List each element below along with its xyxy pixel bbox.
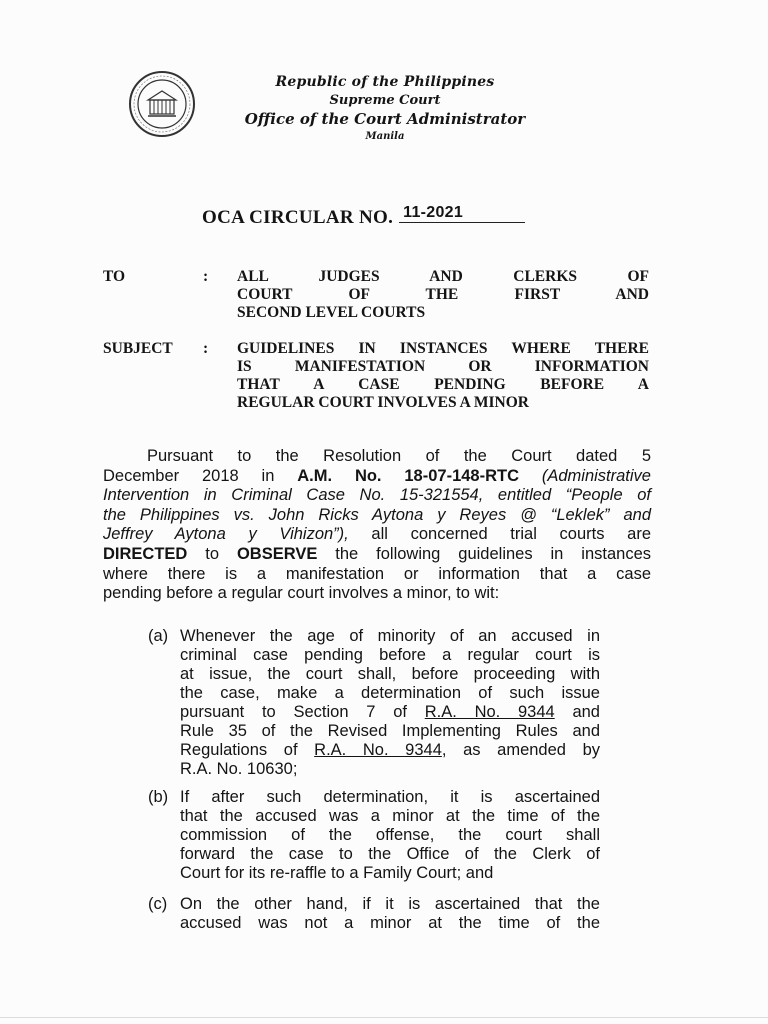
body-text-italic: Jeffrey Aytona y Vihizon”), bbox=[103, 525, 349, 544]
subject-line: IS MANIFESTATION OR INFORMATION bbox=[237, 358, 649, 375]
item-line bbox=[180, 741, 600, 760]
item-line: Court for its re-raffle to a Family Court; and bbox=[180, 864, 494, 882]
item-line: criminal case pending before a regular court is bbox=[180, 646, 600, 664]
letterhead-supreme-court: Supreme Court bbox=[329, 93, 441, 108]
body-line: Intervention in Criminal Case No. 15-321554, entitled “People of bbox=[103, 486, 651, 505]
body-line: where there is a manifestation or information that a case bbox=[103, 564, 651, 583]
item-line: forward the case to the Office of the Clerk of bbox=[180, 845, 600, 863]
to-block bbox=[103, 268, 651, 328]
item-line: at issue, the court shall, before proceeding with bbox=[180, 665, 600, 683]
list-item-b bbox=[148, 788, 600, 888]
circular-title bbox=[202, 204, 525, 229]
to-value bbox=[237, 268, 649, 322]
body-line: pending before a regular court involves a minor, to wit: bbox=[103, 584, 500, 603]
body-line: the Philippines vs. John Ricks Aytona y Reyes @ “Leklek” and bbox=[103, 505, 651, 524]
letterhead bbox=[240, 74, 530, 142]
letterhead-republic: Republic of the Philippines bbox=[275, 74, 495, 90]
subject-line: GUIDELINES IN INSTANCES WHERE THERE bbox=[237, 340, 649, 357]
item-line: If after such determination, it is ascertained bbox=[180, 788, 600, 806]
body-line bbox=[103, 525, 651, 545]
item-marker: (c) bbox=[148, 895, 168, 913]
subject-label: SUBJECT bbox=[103, 340, 173, 357]
item-line bbox=[180, 703, 600, 722]
letterhead-oca: Office of the Court Administrator bbox=[244, 110, 526, 128]
body-paragraph bbox=[103, 447, 651, 604]
list-item-c bbox=[148, 895, 600, 935]
body-text: the following guidelines in instances bbox=[317, 544, 651, 563]
page-bottom-edge bbox=[0, 1017, 768, 1018]
item-line: accused was not a minor at the time of the bbox=[180, 914, 600, 932]
ra-9344-ref: R.A. No. 9344 bbox=[314, 741, 442, 759]
body-text: December 2018 in bbox=[103, 466, 298, 485]
circular-number: 11-2021 bbox=[399, 204, 525, 223]
oca-seal-icon bbox=[128, 70, 196, 138]
subject-value bbox=[237, 340, 649, 412]
item-text bbox=[180, 788, 600, 883]
item-text bbox=[180, 627, 600, 779]
item-text-part: and bbox=[554, 703, 600, 721]
item-text-part: , as amended by bbox=[441, 741, 601, 759]
subject-line: THAT A CASE PENDING BEFORE A bbox=[237, 376, 649, 393]
am-number: A.M. No. 18-07-148-RTC bbox=[297, 466, 520, 485]
directed-word: DIRECTED bbox=[103, 544, 188, 563]
item-marker: (a) bbox=[148, 627, 169, 645]
subject-colon: : bbox=[203, 340, 209, 357]
item-line: R.A. No. 10630; bbox=[180, 760, 298, 778]
item-line: Whenever the age of minority of an accused in bbox=[180, 627, 600, 645]
body-line bbox=[103, 545, 651, 565]
letterhead-city: Manila bbox=[365, 131, 405, 142]
to-label: TO bbox=[103, 268, 126, 285]
body-text: to bbox=[187, 544, 237, 563]
to-line: COURT OF THE FIRST AND bbox=[237, 286, 649, 303]
item-line: Rule 35 of the Revised Implementing Rules and bbox=[180, 722, 600, 740]
item-line: On the other hand, if it is ascertained that the bbox=[180, 895, 600, 913]
item-text-part: Regulations of bbox=[180, 741, 315, 759]
subject-block bbox=[103, 340, 651, 416]
item-line: that the accused was a minor at the time of the bbox=[180, 807, 600, 825]
item-text bbox=[180, 895, 600, 933]
list-item-a bbox=[148, 627, 600, 787]
circular-label: OCA CIRCULAR NO. bbox=[202, 207, 394, 228]
item-marker: (b) bbox=[148, 788, 169, 806]
item-text-part: pursuant to Section 7 of bbox=[180, 703, 425, 721]
body-text: all concerned trial courts are bbox=[348, 525, 651, 544]
to-line: ALL JUDGES AND CLERKS OF bbox=[237, 268, 649, 285]
to-colon: : bbox=[203, 268, 209, 285]
body-line bbox=[103, 467, 651, 487]
ra-9344-ref: R.A. No. 9344 bbox=[424, 703, 555, 721]
to-line: SECOND LEVEL COURTS bbox=[237, 304, 426, 321]
body-text-italic: (Administrative bbox=[519, 466, 651, 485]
item-line: the case, make a determination of such issue bbox=[180, 684, 600, 702]
subject-line: REGULAR COURT INVOLVES A MINOR bbox=[237, 394, 529, 411]
item-line: commission of the offense, the court shall bbox=[180, 826, 600, 844]
body-line: Pursuant to the Resolution of the Court dated 5 bbox=[147, 447, 651, 465]
observe-word: OBSERVE bbox=[236, 544, 318, 563]
